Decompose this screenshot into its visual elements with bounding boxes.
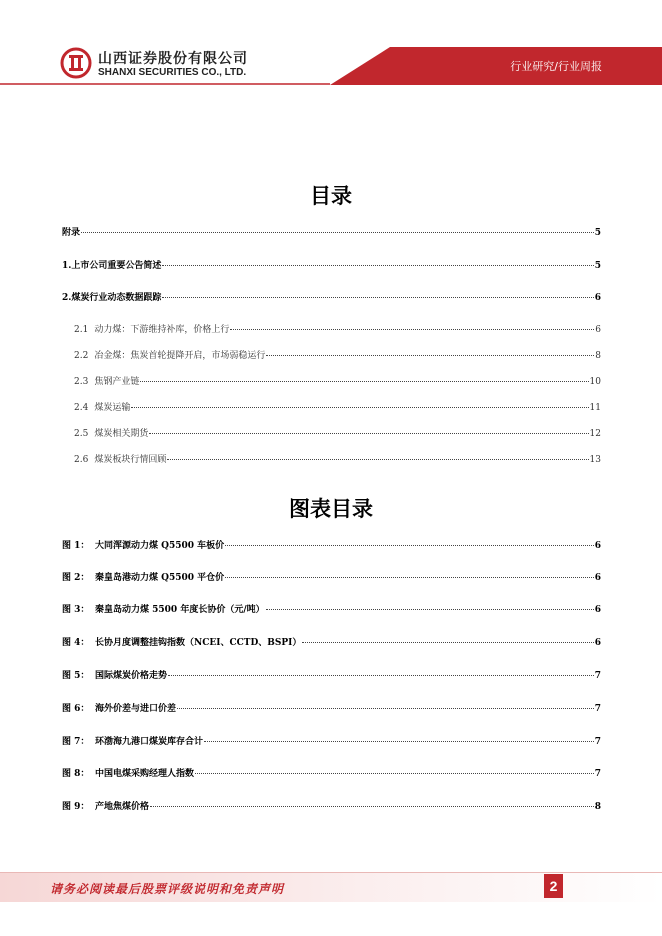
company-name-en: SHANXI SECURITIES CO., LTD.: [98, 67, 247, 78]
toc-subitem[interactable]: [74, 348, 601, 361]
toc-subitem-num: 2.2: [74, 351, 89, 361]
figure-item[interactable]: [62, 602, 601, 615]
leader-dots: [266, 608, 594, 610]
leader-dots: [225, 576, 594, 578]
page-number: 2: [544, 874, 563, 898]
toc-subitem[interactable]: [74, 452, 601, 465]
toc-subitem-label: 煤炭板块行情回顾: [94, 455, 167, 465]
figure-num: 图 5：: [62, 671, 90, 681]
leader-dots: [195, 772, 594, 774]
leader-dots: [162, 264, 593, 266]
figure-num: 图 4：: [62, 638, 90, 648]
figure-label: 长协月度调整挂钩指数（NCEI、CCTD、BSPI）: [95, 638, 302, 648]
leader-dots: [150, 805, 594, 807]
figure-item[interactable]: [62, 701, 601, 714]
figure-num: 图 8：: [62, 769, 90, 779]
figure-num: 图 2：: [62, 573, 90, 583]
figure-page: 7: [594, 704, 601, 714]
toc-subitem-page: 11: [589, 403, 601, 413]
toc-item-page: 6: [594, 293, 601, 303]
page-header: [0, 0, 662, 95]
toc-item-num: 2.: [62, 293, 72, 303]
figure-num: 图 6：: [62, 704, 90, 714]
figures-title: 图表目录: [289, 497, 373, 521]
leader-dots: [140, 380, 588, 382]
leader-dots: [81, 231, 594, 233]
figure-num: 图 3：: [62, 605, 90, 615]
toc-subitem[interactable]: [74, 426, 601, 439]
toc-subitem-label: 焦钢产业链: [94, 377, 140, 387]
figure-page: 6: [594, 573, 601, 583]
leader-dots: [266, 354, 594, 356]
figure-page: 6: [594, 541, 601, 551]
toc-subitem[interactable]: [74, 374, 601, 387]
toc-title: 目录: [310, 184, 352, 208]
figure-label: 国际煤炭价格走势: [95, 671, 168, 681]
figure-item[interactable]: [62, 570, 601, 583]
toc-item-page: 5: [594, 228, 601, 238]
figure-item[interactable]: [62, 538, 601, 551]
toc-subitem-label: 动力煤：下游维持补库，价格上行: [94, 325, 230, 335]
toc-subitem-num: 2.5: [74, 429, 89, 439]
report-category: 行业研究/行业周报: [510, 60, 602, 73]
figure-label: 环渤海九港口煤炭库存合计: [95, 737, 204, 747]
toc-subitem-num: 2.3: [74, 377, 89, 387]
figure-page: 7: [594, 671, 601, 681]
leader-dots: [225, 544, 594, 546]
figure-label: 海外价差与进口价差: [95, 704, 177, 714]
figure-item[interactable]: [62, 799, 601, 812]
toc-subitem[interactable]: [74, 400, 601, 413]
toc-item-appendix[interactable]: [62, 225, 601, 238]
figure-page: 7: [594, 769, 601, 779]
toc-subitem-page: 13: [589, 455, 601, 465]
figure-label: 中国电煤采购经理人指数: [95, 769, 195, 779]
leader-dots: [204, 740, 594, 742]
figure-page: 8: [594, 802, 601, 812]
toc-subitem-page: 8: [595, 351, 601, 361]
figure-page: 7: [594, 737, 601, 747]
toc-item-num: 1.: [62, 261, 72, 271]
toc-item-industry-data[interactable]: [62, 290, 601, 303]
leader-dots: [162, 296, 593, 298]
figure-num: 图 9：: [62, 802, 90, 812]
toc-subitem-num: 2.1: [74, 325, 89, 335]
toc-subitem-page: 10: [589, 377, 601, 387]
figure-item[interactable]: [62, 734, 601, 747]
figure-num: 图 7：: [62, 737, 90, 747]
leader-dots: [167, 458, 588, 460]
toc-item-announcements[interactable]: [62, 258, 601, 271]
figure-item[interactable]: [62, 668, 601, 681]
toc-subitem[interactable]: [74, 322, 601, 335]
toc-item-label: 附录: [62, 228, 81, 238]
leader-dots: [168, 674, 594, 676]
figure-num: 图 1：: [62, 541, 90, 551]
figure-item[interactable]: [62, 635, 601, 648]
disclaimer-notice: 请务必阅读最后股票评级说明和免责声明: [50, 882, 285, 896]
toc-subitem-label: 冶金煤：焦炭首轮提降开启，市场弱稳运行: [94, 351, 266, 361]
toc-subitem-page: 12: [589, 429, 601, 439]
toc-subitem-label: 煤炭运输: [94, 403, 131, 413]
toc-subitem-num: 2.6: [74, 455, 89, 465]
leader-dots: [230, 328, 594, 330]
figure-label: 秦皇岛港动力煤 Q5500 平仓价: [95, 573, 225, 583]
toc-item-label: 上市公司重要公告简述: [71, 261, 162, 271]
toc-subitem-num: 2.4: [74, 403, 89, 413]
leader-dots: [177, 707, 594, 709]
leader-dots: [149, 432, 588, 434]
toc-item-page: 5: [594, 261, 601, 271]
toc-item-label: 煤炭行业动态数据跟踪: [71, 293, 162, 303]
toc-subitem-page: 6: [595, 325, 601, 335]
figure-page: 6: [594, 605, 601, 615]
figure-label: 大同浑源动力煤 Q5500 车板价: [95, 541, 225, 551]
figure-item[interactable]: [62, 766, 601, 779]
company-logo-icon: [60, 47, 92, 79]
leader-dots: [302, 641, 593, 643]
figure-label: 秦皇岛动力煤 5500 年度长协价（元/吨）: [95, 605, 265, 615]
company-name-cn: 山西证券股份有限公司: [98, 51, 248, 67]
figure-label: 产地焦煤价格: [95, 802, 150, 812]
leader-dots: [131, 406, 588, 408]
figure-page: 6: [594, 638, 601, 648]
toc-subitem-label: 煤炭相关期货: [94, 429, 149, 439]
